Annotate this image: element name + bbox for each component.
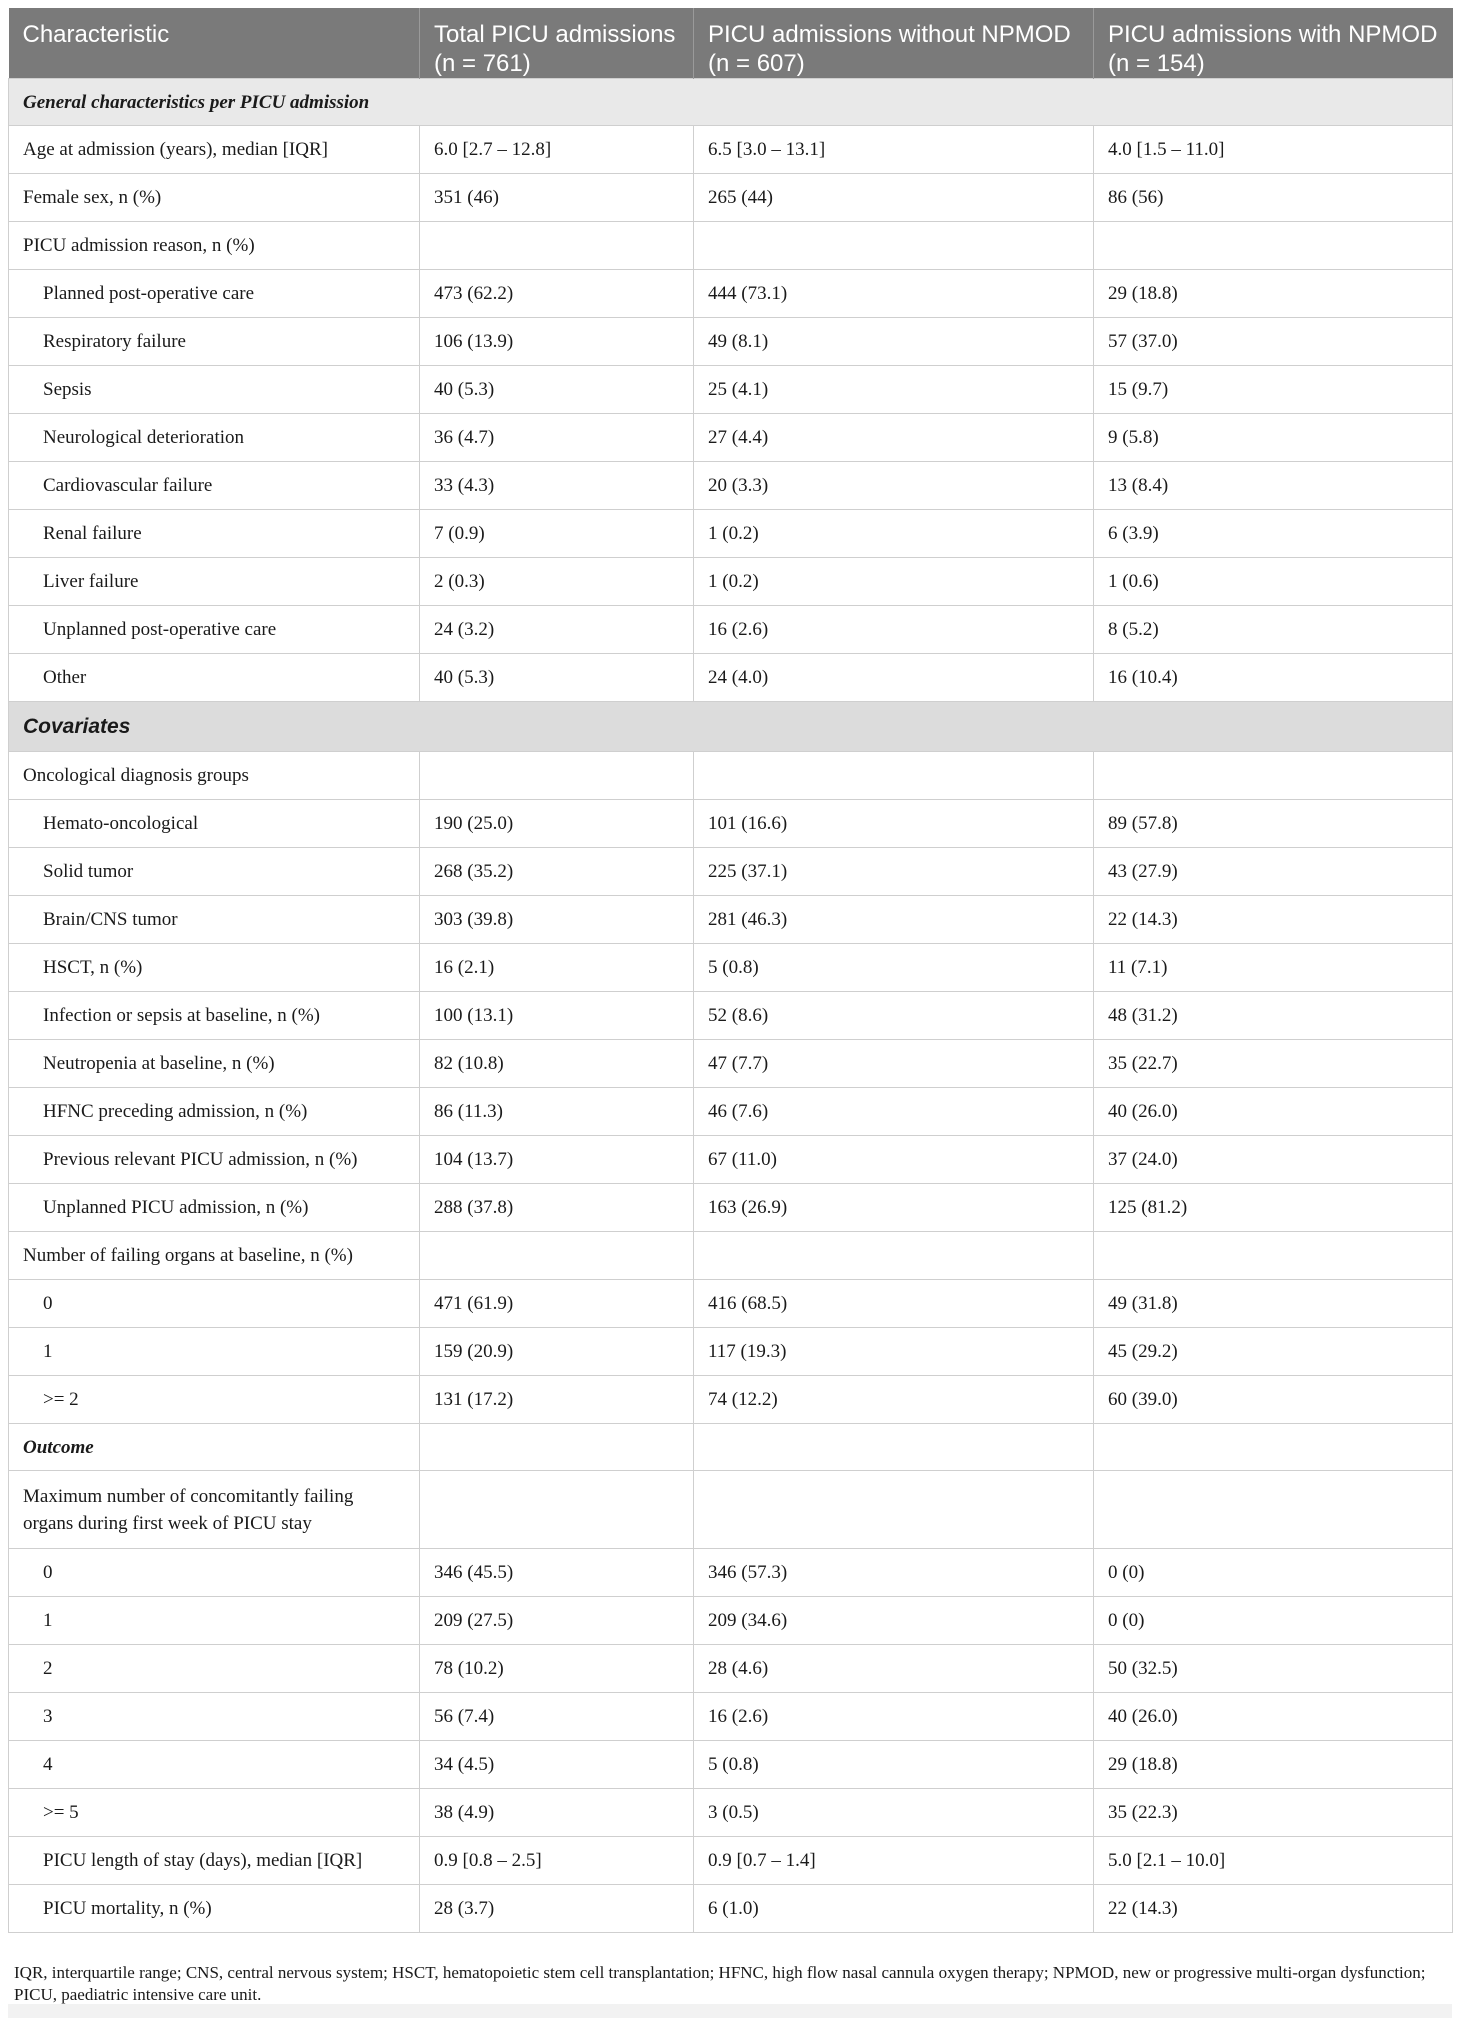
cell-total: 346 (45.5) [420, 1549, 694, 1597]
cell-with: 57 (37.0) [1094, 318, 1453, 366]
header-total-n: (n = 761) [434, 50, 531, 77]
cell-with: 0 (0) [1094, 1549, 1453, 1597]
table-row [9, 1645, 1453, 1693]
row-label: Solid tumor [9, 848, 420, 896]
cell-with: 8 (5.2) [1094, 606, 1453, 654]
cell-total: 268 (35.2) [420, 848, 694, 896]
header-total [420, 8, 694, 79]
row-label: 0 [9, 1549, 420, 1597]
table-row [9, 1040, 1453, 1088]
header-without-title: PICU admissions without NPMOD [708, 21, 1071, 48]
table-row [9, 462, 1453, 510]
section-row-general [9, 79, 1453, 126]
row-label: PICU length of stay (days), median [IQR] [9, 1837, 420, 1885]
cell-without: 281 (46.3) [694, 896, 1094, 944]
table-row [9, 1471, 1453, 1549]
cell-without: 16 (2.6) [694, 1693, 1094, 1741]
table-row [9, 1184, 1453, 1232]
cell-without [694, 752, 1094, 800]
cell-without: 67 (11.0) [694, 1136, 1094, 1184]
cell-with: 86 (56) [1094, 174, 1453, 222]
row-label: 1 [9, 1328, 420, 1376]
cell-with: 125 (81.2) [1094, 1184, 1453, 1232]
table-row [9, 896, 1453, 944]
row-label: Sepsis [9, 366, 420, 414]
table-row [9, 606, 1453, 654]
cell-without: 52 (8.6) [694, 992, 1094, 1040]
cell-without: 117 (19.3) [694, 1328, 1094, 1376]
bottom-strip [8, 2004, 1452, 2018]
cell-with: 43 (27.9) [1094, 848, 1453, 896]
header-with-n: (n = 154) [1108, 50, 1205, 77]
header-row [9, 8, 1453, 79]
table-row [9, 800, 1453, 848]
cell-total [420, 752, 694, 800]
cell-without: 209 (34.6) [694, 1597, 1094, 1645]
cell-with: 40 (26.0) [1094, 1693, 1453, 1741]
cell-without: 0.9 [0.7 – 1.4] [694, 1837, 1094, 1885]
cell-with: 11 (7.1) [1094, 944, 1453, 992]
row-label: Other [9, 654, 420, 702]
section-outcome-blank [420, 1424, 694, 1471]
row-label: 3 [9, 1693, 420, 1741]
row-label: >= 2 [9, 1376, 420, 1424]
cell-without: 46 (7.6) [694, 1088, 1094, 1136]
table-row [9, 1280, 1453, 1328]
table-row [9, 318, 1453, 366]
section-outcome-blank [694, 1424, 1094, 1471]
cell-without: 346 (57.3) [694, 1549, 1094, 1597]
row-label: >= 5 [9, 1789, 420, 1837]
row-label: HSCT, n (%) [9, 944, 420, 992]
table-row [9, 1789, 1453, 1837]
row-label: Unplanned post-operative care [9, 606, 420, 654]
cell-without: 25 (4.1) [694, 366, 1094, 414]
cell-without: 444 (73.1) [694, 270, 1094, 318]
header-characteristic-label: Characteristic [22, 21, 170, 48]
cell-total: 56 (7.4) [420, 1693, 694, 1741]
row-label: 2 [9, 1645, 420, 1693]
cell-total: 82 (10.8) [420, 1040, 694, 1088]
cell-total [420, 1232, 694, 1280]
table-row [9, 1741, 1453, 1789]
cell-with: 40 (26.0) [1094, 1088, 1453, 1136]
cell-without [694, 1471, 1094, 1549]
table-row [9, 1885, 1453, 1933]
table-footnote: IQR, interquartile range; CNS, central nervous system; HSCT, hematopoietic stem cell transplantation; HFNC, high flow nasal cannula oxygen therapy; NPMOD, new or progressive multi-organ dysfunction; PICU, paediatric intensive care unit. [14, 1963, 1426, 2004]
row-label: Infection or sepsis at baseline, n (%) [9, 992, 420, 1040]
cell-total: 209 (27.5) [420, 1597, 694, 1645]
cell-without: 101 (16.6) [694, 800, 1094, 848]
table-row [9, 414, 1453, 462]
cell-without: 20 (3.3) [694, 462, 1094, 510]
cell-with: 35 (22.3) [1094, 1789, 1453, 1837]
cell-without: 5 (0.8) [694, 944, 1094, 992]
row-label: Cardiovascular failure [9, 462, 420, 510]
cell-total: 471 (61.9) [420, 1280, 694, 1328]
section-general: General characteristics per PICU admission [9, 79, 1453, 126]
table-row [9, 558, 1453, 606]
section-covariates: Covariates [9, 702, 1453, 752]
row-label: Maximum number of concomitantly failing organs during first week of PICU stay [9, 1471, 420, 1549]
table-row [9, 1549, 1453, 1597]
row-label: Brain/CNS tumor [9, 896, 420, 944]
table-row [9, 510, 1453, 558]
row-label: Renal failure [9, 510, 420, 558]
cell-with: 16 (10.4) [1094, 654, 1453, 702]
cell-without: 225 (37.1) [694, 848, 1094, 896]
table-row [9, 1376, 1453, 1424]
row-label: Previous relevant PICU admission, n (%) [9, 1136, 420, 1184]
cell-without: 3 (0.5) [694, 1789, 1094, 1837]
cell-with: 22 (14.3) [1094, 1885, 1453, 1933]
section-outcome-blank [1094, 1424, 1453, 1471]
cell-without: 16 (2.6) [694, 606, 1094, 654]
cell-with: 6 (3.9) [1094, 510, 1453, 558]
cell-total: 2 (0.3) [420, 558, 694, 606]
cell-with: 22 (14.3) [1094, 896, 1453, 944]
cell-total: 7 (0.9) [420, 510, 694, 558]
header-without-npmod [694, 8, 1094, 79]
cell-without: 6.5 [3.0 – 13.1] [694, 126, 1094, 174]
cell-total: 100 (13.1) [420, 992, 694, 1040]
table-row [9, 654, 1453, 702]
cell-without: 28 (4.6) [694, 1645, 1094, 1693]
cell-without: 416 (68.5) [694, 1280, 1094, 1328]
cell-with: 13 (8.4) [1094, 462, 1453, 510]
cell-with: 9 (5.8) [1094, 414, 1453, 462]
row-label: Unplanned PICU admission, n (%) [9, 1184, 420, 1232]
cell-total: 38 (4.9) [420, 1789, 694, 1837]
table-row [9, 270, 1453, 318]
cell-without: 1 (0.2) [694, 558, 1094, 606]
cell-with: 37 (24.0) [1094, 1136, 1453, 1184]
cell-without: 265 (44) [694, 174, 1094, 222]
cell-total: 6.0 [2.7 – 12.8] [420, 126, 694, 174]
table-row [9, 1597, 1453, 1645]
cell-with [1094, 1232, 1453, 1280]
cell-with: 4.0 [1.5 – 11.0] [1094, 126, 1453, 174]
cell-total [420, 1471, 694, 1549]
cell-without: 1 (0.2) [694, 510, 1094, 558]
cell-total: 34 (4.5) [420, 1741, 694, 1789]
cell-without: 6 (1.0) [694, 1885, 1094, 1933]
header-total-title: Total PICU admissions [434, 21, 676, 48]
cell-total: 473 (62.2) [420, 270, 694, 318]
table-row [9, 992, 1453, 1040]
characteristics-table [8, 8, 1453, 1933]
header-without-n: (n = 607) [708, 50, 805, 77]
cell-with: 60 (39.0) [1094, 1376, 1453, 1424]
row-label: Number of failing organs at baseline, n (%) [9, 1232, 420, 1280]
cell-with: 45 (29.2) [1094, 1328, 1453, 1376]
section-outcome: Outcome [9, 1424, 420, 1471]
cell-total: 104 (13.7) [420, 1136, 694, 1184]
row-label: Oncological diagnosis groups [9, 752, 420, 800]
cell-total: 36 (4.7) [420, 414, 694, 462]
cell-with: 48 (31.2) [1094, 992, 1453, 1040]
section-row-covariates [9, 702, 1453, 752]
row-label: Age at admission (years), median [IQR] [9, 126, 420, 174]
cell-with: 50 (32.5) [1094, 1645, 1453, 1693]
table-row [9, 1693, 1453, 1741]
cell-without [694, 222, 1094, 270]
cell-total: 24 (3.2) [420, 606, 694, 654]
row-label: PICU admission reason, n (%) [9, 222, 420, 270]
row-label: 4 [9, 1741, 420, 1789]
cell-without: 24 (4.0) [694, 654, 1094, 702]
row-label: Neurological deterioration [9, 414, 420, 462]
cell-with: 1 (0.6) [1094, 558, 1453, 606]
cell-total: 28 (3.7) [420, 1885, 694, 1933]
cell-total: 78 (10.2) [420, 1645, 694, 1693]
cell-total: 303 (39.8) [420, 896, 694, 944]
table-row [9, 222, 1453, 270]
cell-without [694, 1232, 1094, 1280]
cell-with: 49 (31.8) [1094, 1280, 1453, 1328]
cell-total: 40 (5.3) [420, 366, 694, 414]
cell-with: 0 (0) [1094, 1597, 1453, 1645]
row-label: Neutropenia at baseline, n (%) [9, 1040, 420, 1088]
cell-total: 0.9 [0.8 – 2.5] [420, 1837, 694, 1885]
row-label: Female sex, n (%) [9, 174, 420, 222]
table-row [9, 366, 1453, 414]
cell-with [1094, 1471, 1453, 1549]
row-label: Hemato-oncological [9, 800, 420, 848]
row-label: Liver failure [9, 558, 420, 606]
table-row [9, 848, 1453, 896]
table-row [9, 752, 1453, 800]
cell-total [420, 222, 694, 270]
row-label: 1 [9, 1597, 420, 1645]
cell-without: 27 (4.4) [694, 414, 1094, 462]
cell-with: 29 (18.8) [1094, 1741, 1453, 1789]
table-row [9, 1088, 1453, 1136]
cell-total: 16 (2.1) [420, 944, 694, 992]
cell-total: 288 (37.8) [420, 1184, 694, 1232]
row-label: Planned post-operative care [9, 270, 420, 318]
cell-total: 86 (11.3) [420, 1088, 694, 1136]
cell-total: 190 (25.0) [420, 800, 694, 848]
table-row [9, 1837, 1453, 1885]
cell-without: 5 (0.8) [694, 1741, 1094, 1789]
cell-total: 40 (5.3) [420, 654, 694, 702]
table-row [9, 1232, 1453, 1280]
section-row-outcome [9, 1424, 1453, 1471]
cell-total: 351 (46) [420, 174, 694, 222]
cell-total: 159 (20.9) [420, 1328, 694, 1376]
table-row [9, 174, 1453, 222]
table-row [9, 126, 1453, 174]
cell-without: 49 (8.1) [694, 318, 1094, 366]
cell-total: 131 (17.2) [420, 1376, 694, 1424]
row-label: Respiratory failure [9, 318, 420, 366]
table-row [9, 1328, 1453, 1376]
row-label: PICU mortality, n (%) [9, 1885, 420, 1933]
cell-with: 35 (22.7) [1094, 1040, 1453, 1088]
cell-with [1094, 752, 1453, 800]
header-with-title: PICU admissions with NPMOD [1108, 21, 1438, 48]
row-label: HFNC preceding admission, n (%) [9, 1088, 420, 1136]
row-label: 0 [9, 1280, 420, 1328]
cell-total: 106 (13.9) [420, 318, 694, 366]
cell-total: 33 (4.3) [420, 462, 694, 510]
header-with-npmod [1094, 8, 1453, 79]
cell-with: 5.0 [2.1 – 10.0] [1094, 1837, 1453, 1885]
header-characteristic [9, 8, 420, 79]
table-row [9, 1136, 1453, 1184]
cell-with: 29 (18.8) [1094, 270, 1453, 318]
cell-without: 163 (26.9) [694, 1184, 1094, 1232]
cell-without: 74 (12.2) [694, 1376, 1094, 1424]
table-row [9, 944, 1453, 992]
cell-with: 15 (9.7) [1094, 366, 1453, 414]
cell-without: 47 (7.7) [694, 1040, 1094, 1088]
cell-with: 89 (57.8) [1094, 800, 1453, 848]
cell-with [1094, 222, 1453, 270]
